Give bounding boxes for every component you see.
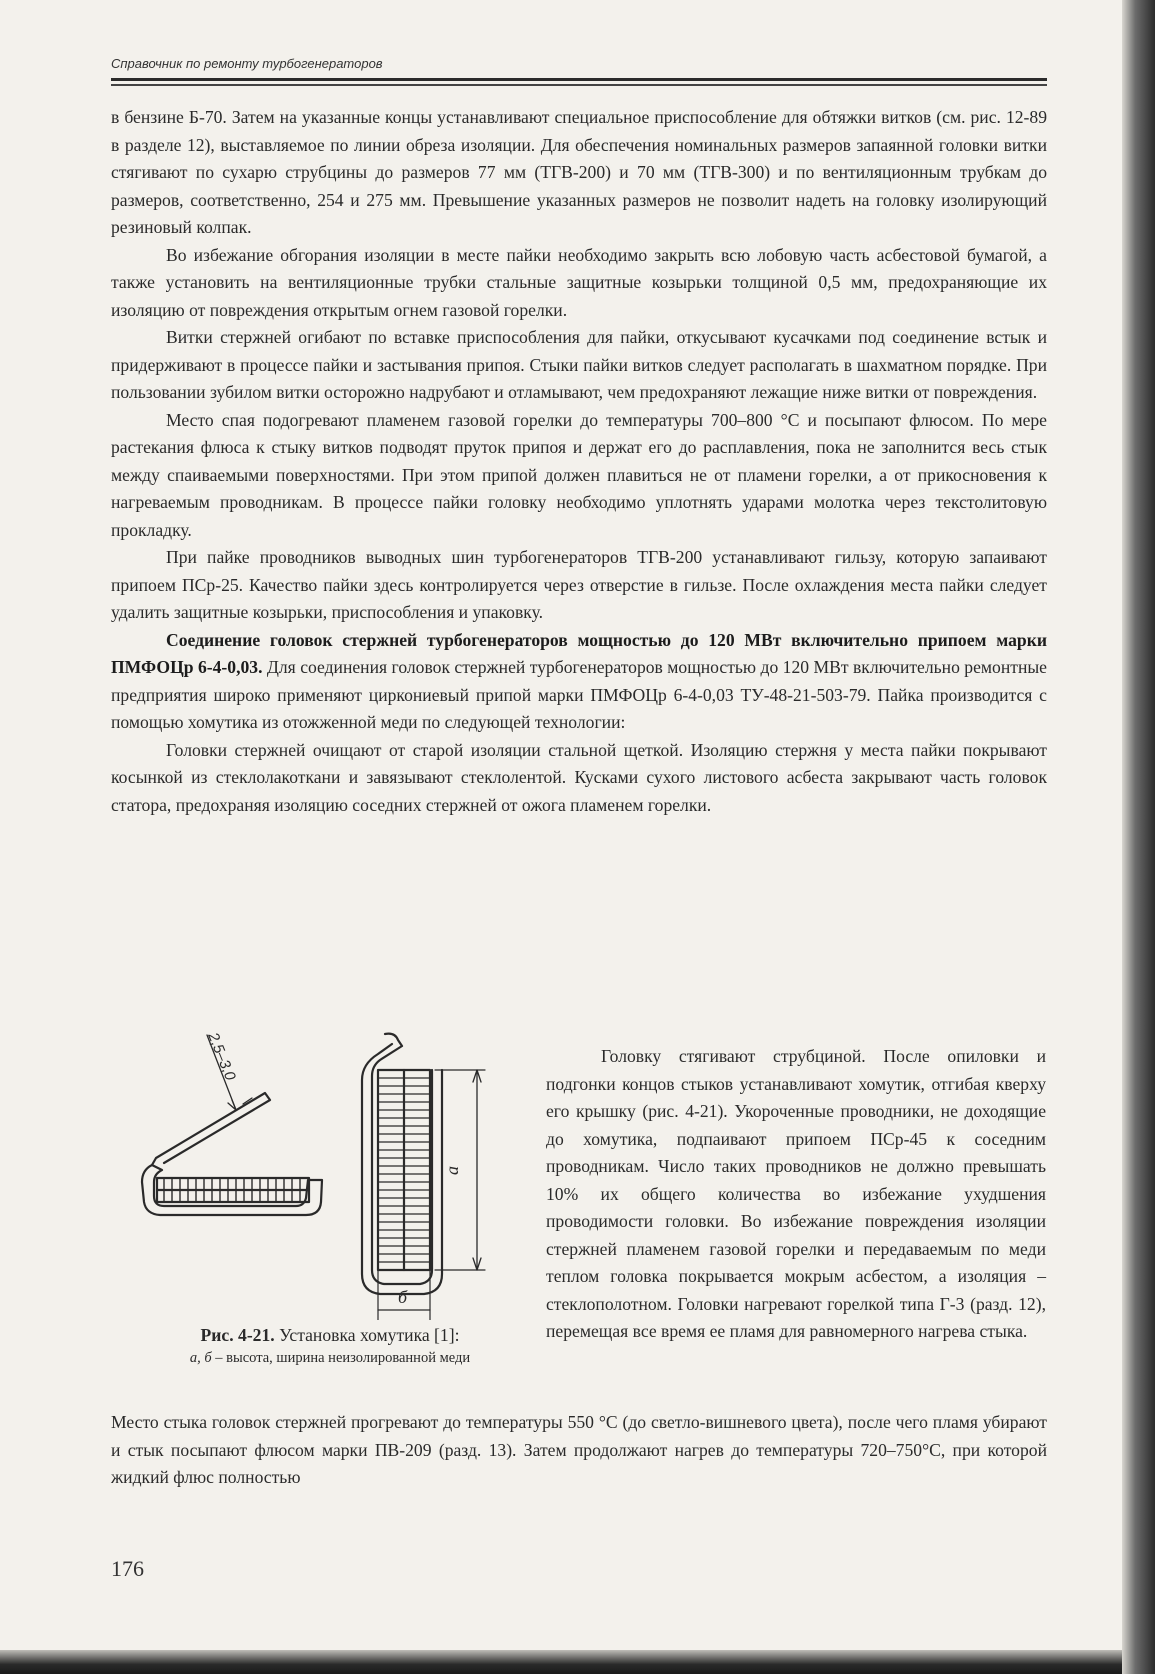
paragraph-section-heading: [111, 627, 1047, 737]
paragraph-1: в бензине Б-70. Затем на указанные концы устанавливают специальное приспособление для обтяжки витков (см. рис. 12-89 в разделе 12), выставляемое по линии обреза изоляции. Для обеспечения номинальных размеров запаянной головки витки стягивают по сухарю струбцины до размеров 77 мм (ТГВ-200) и 70 мм (ТГВ-300) и по вентиляционным трубкам до размеров, соответственно, 254 и 275 мм. Превышение указанных размеров не позволит надеть на головку изолирующий резиновый колпак.: [111, 107, 1047, 237]
scan-edge-bottom: [0, 1650, 1122, 1674]
paragraph-5: При пайке проводников выводных шин турбогенераторов ТГВ-200 устанавливают гильзу, которую запаивают припоем ПСр-25. Качество пайки здесь контролируется через отверстие в гильзе. После охлаждения места пайки следует удалить защитные козырьки, приспособления и упаковку.: [111, 547, 1047, 622]
side-column-text: [546, 1043, 1046, 1346]
caption-figure-number: Рис. 4-21.: [200, 1325, 275, 1345]
paragraph-3: Витки стержней огибают по вставке приспособления для пайки, откусывают кусачками под соединение встык и придерживают в процессе пайки и застывания припоя. Стыки пайки витков следует располагать в шахматном порядке. При пользовании зубилом витки осторожно надрубают и отламывают, чем предохраняют лежащие ниже витки от повреждения.: [111, 327, 1047, 402]
section-heading: Соединение головок стержней турбогенераторов мощностью до 120 МВт включительно припоем марки ПМФОЦр 6-4-0,03.: [111, 629, 1047, 677]
section-intro: Для соединения головок стержней турбогенераторов мощностью до 120 МВт включительно ремонтные предприятия широко применяют циркониевый припой марки ПМФОЦр 6-4-0,03 ТУ-48-21-503-79. Пайка производится с помощью хомутика из отожженной меди по следующей технологии:: [111, 657, 1047, 732]
header-rule: [111, 78, 1047, 81]
paragraph-4: Место спая подогревают пламенем газовой горелки до температуры 700–800 °С и посыпают флюсом. По мере растекания флюса к стыку витков подводят пруток припоя и держат его до расплавления, пока не заполнится весь стык между спаиваемыми поверхностями. При этом припой должен плавиться не от пламени горелки, а от прикосновения к нагреваемым проводникам. В процессе пайки головку необходимо уплотнять ударами молотка через текстолитовую прокладку.: [111, 409, 1047, 540]
paragraph-2: Во избежание обгорания изоляции в месте пайки необходимо закрыть всю лобовую часть асбестовой бумагой, а также установить на вентиляционные трубки стальные защитные козырьки толщиной 0,5 мм, предохраняющие их изоляцию от повреждения открытым огнем газовой горелки.: [111, 244, 1047, 320]
figure-4-21: [140, 1030, 520, 1320]
caption-legend-symbols: а, б: [189, 1350, 212, 1366]
body-text-top: [111, 104, 1047, 819]
dim-label-thickness: 2,5–3,0: [204, 1030, 239, 1083]
dim-label-b: б: [398, 1287, 408, 1307]
running-header: Справочник по ремонту турбогенераторов: [111, 56, 383, 71]
dim-label-a: а: [442, 1166, 462, 1175]
clamp-drawing: [140, 1030, 520, 1320]
caption-legend-text: – высота, ширина неизолированной меди: [211, 1350, 471, 1366]
page-number: 176: [111, 1556, 144, 1581]
caption-title-text: Установка хомутика [1]:: [274, 1325, 460, 1345]
header-rule-thin: [111, 84, 1047, 86]
paragraph-bottom: Место стыка головок стержней прогревают до температуры 550 °С (до светло-вишневого цвета), после чего пламя убирают и стык посыпают флюсом марки ПВ-209 (разд. 13). Затем продолжают нагрев до температуры 720–750°С, при которой жидкий флюс полностью: [111, 1412, 1047, 1487]
caption-legend: [180, 1348, 480, 1369]
caption-title: [180, 1322, 480, 1348]
figure-caption: [180, 1322, 480, 1369]
scan-edge-right: [1122, 0, 1155, 1674]
paragraph-side: Головку стягивают струбциной. После опиловки и подгонки концов стыков устанавливают хомутик, отгибая кверху его крышку (рис. 4-21). Укороченные проводники, не доходящие до хомутика, подпаивают припоем ПСр-45 к соседним проводникам. Число таких проводников не должно превышать 10% их общего количества во избежание ухудшения проводимости головки. Во избежание повреждения изоляции стержней пламенем газовой горелки и передаваемым по меди теплом головка покрывается мокрым асбестом, а изоляция – стеклополотном. Головки нагревают горелкой типа Г-3 (разд. 12), перемещая все время ее пламя для равномерного нагрева стыка.: [546, 1046, 1046, 1341]
paragraph-cleaning: Головки стержней очищают от старой изоляции стальной щеткой. Изоляцию стержня у места пайки покрывают косынкой из стеклолакоткани и завязывают стеклолентой. Кусками сухого листового асбеста закрывают часть головок статора, предохраняя изоляцию соседних стержней от ожога пламенем горелки.: [111, 739, 1047, 815]
body-text-bottom: [111, 1409, 1047, 1492]
clamp-lid: [152, 1093, 270, 1165]
